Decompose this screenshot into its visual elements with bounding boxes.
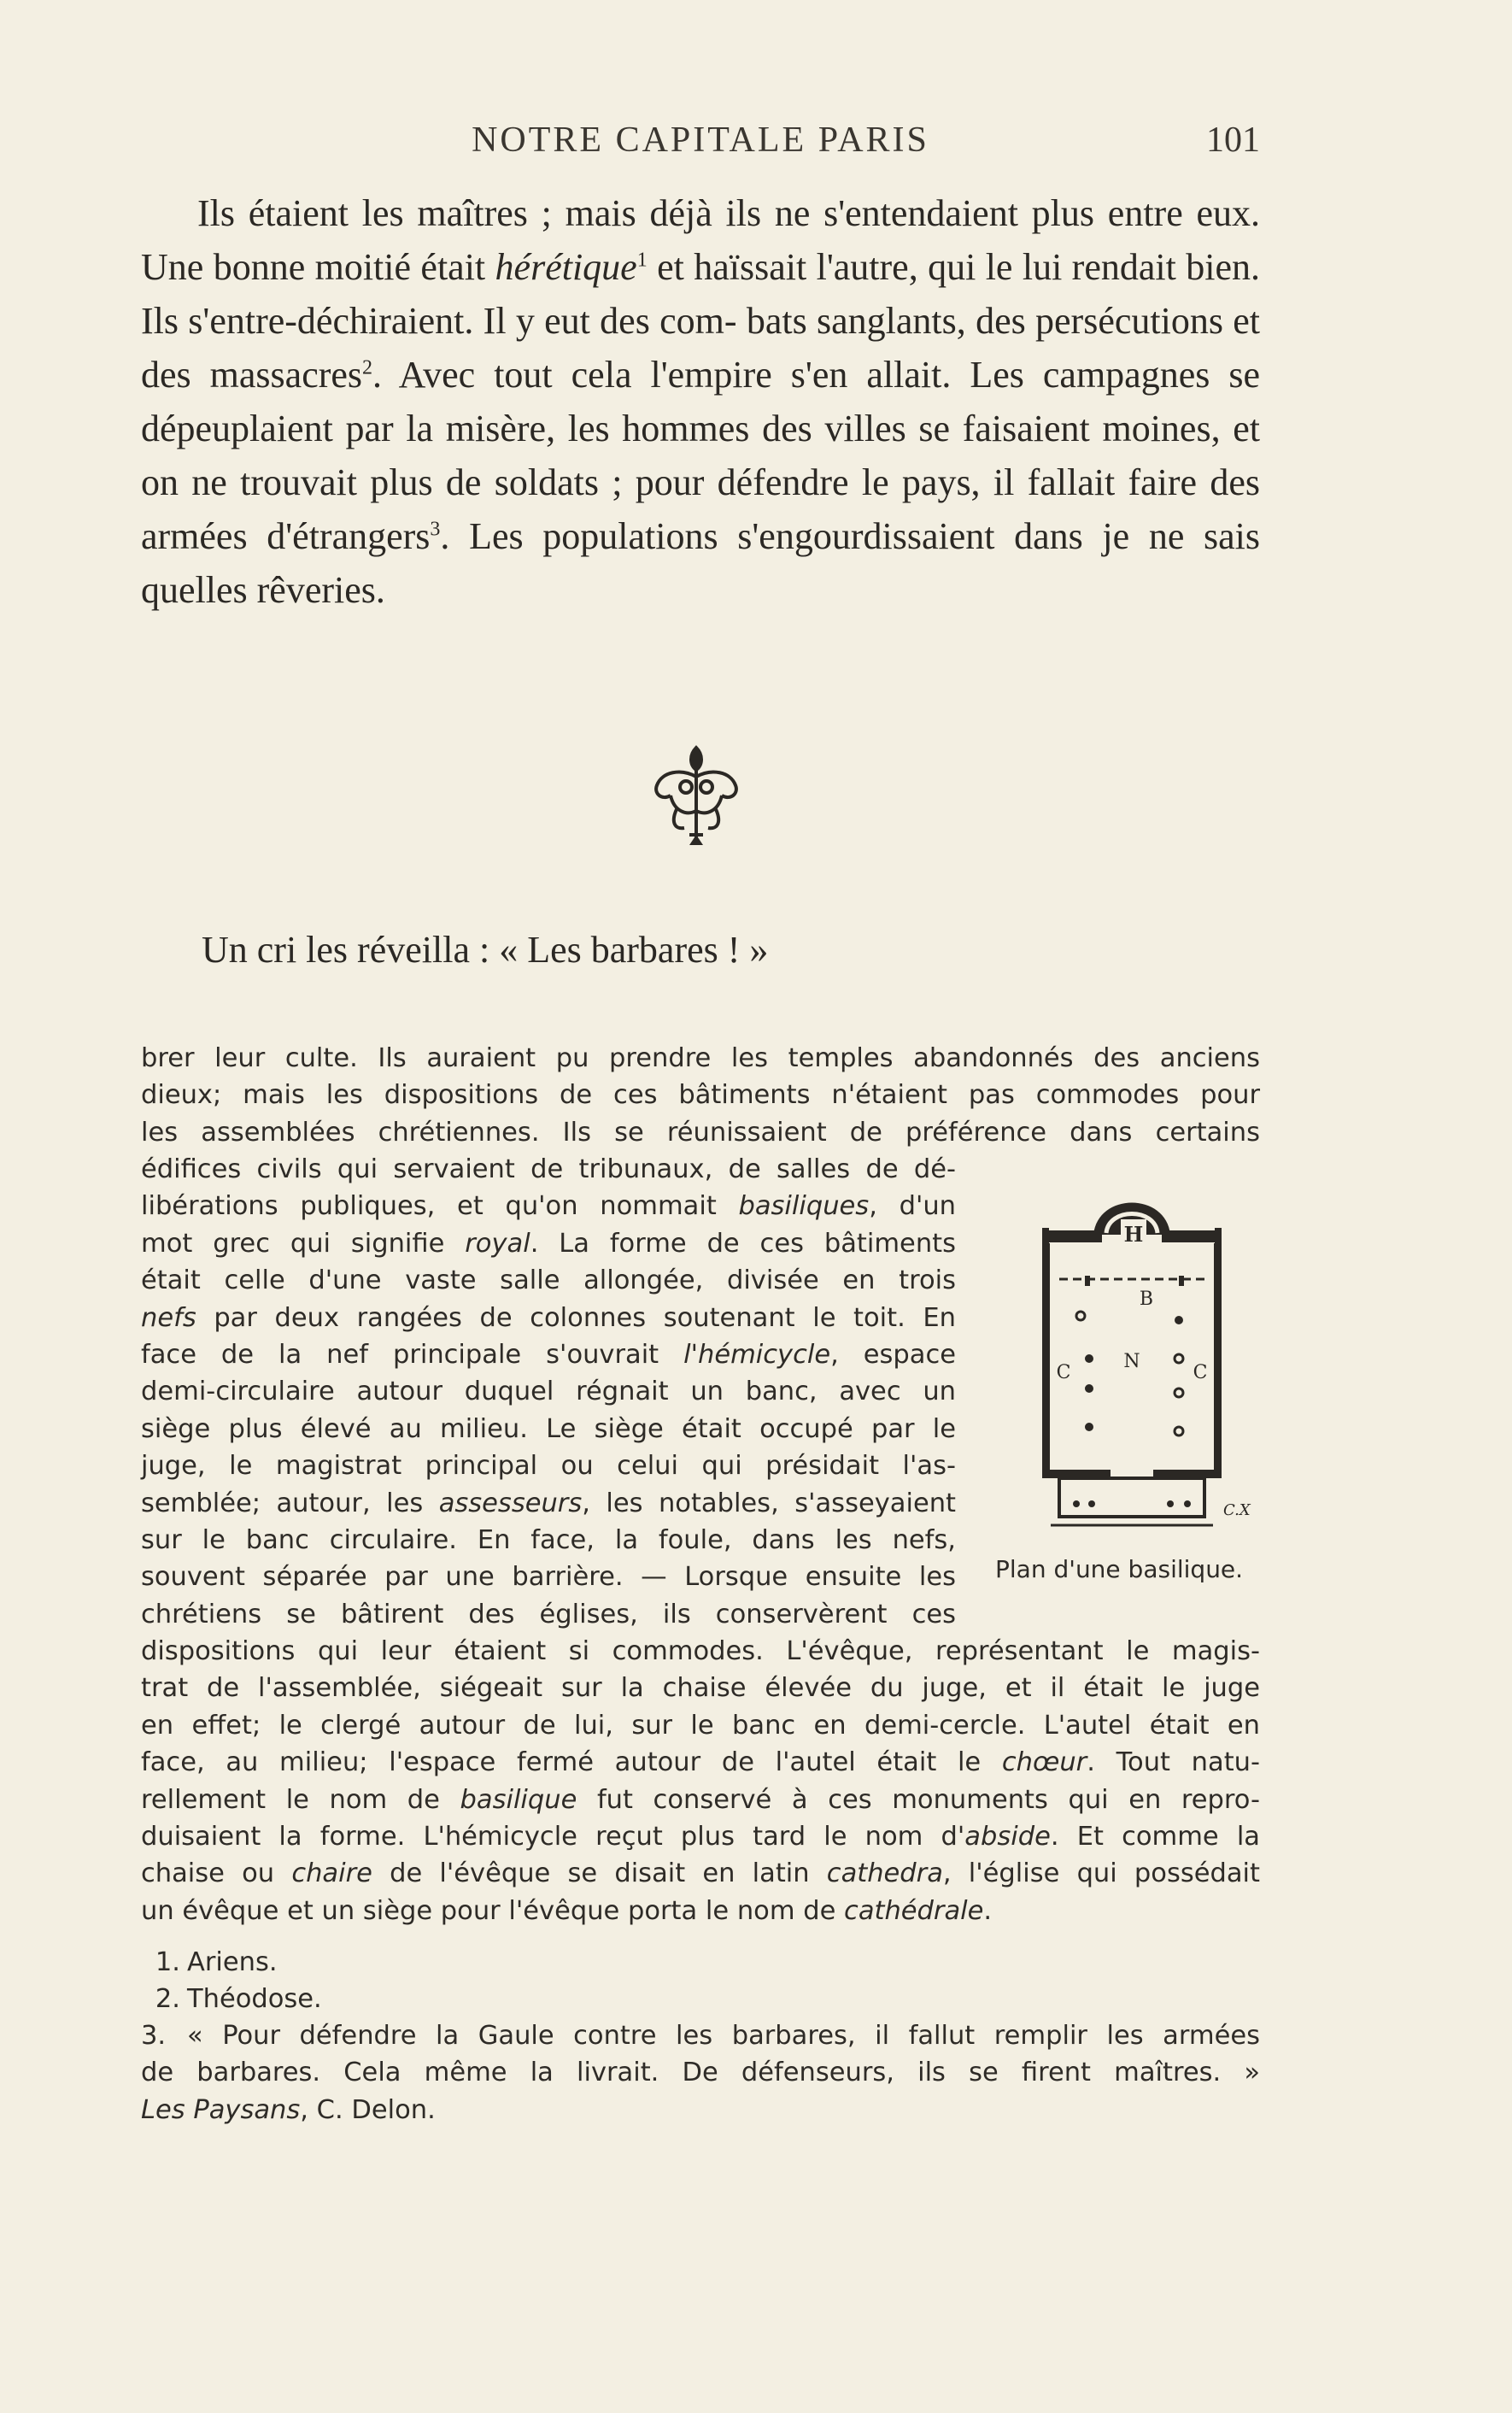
- emphasis: abside: [964, 1822, 1051, 1852]
- label-c-left: C: [1056, 1362, 1071, 1383]
- apse-wall-left: [1042, 1230, 1102, 1242]
- basilica-plan-diagram: [1025, 1183, 1251, 1542]
- small-text-top: brer leur culte. Ils auraient pu prendre les temples abandonnés des anciens dieux; mais les dispositions de ces bâtiments n'étaient pas commodes pour les assemblées chrétiennes. Ils se réunissaient de préférence dans certains: [141, 1043, 1260, 1148]
- label-cx: C.X: [1223, 1501, 1251, 1519]
- emphasis: l'hémicycle: [683, 1340, 831, 1371]
- emphasis: basiliques: [738, 1191, 870, 1222]
- paragraph-body: Ils étaient les maîtres ; mais déjà ils ne s'entendaient plus entre eux. Une bonne moitié était hérétique$^1$ et haïssait l'autre, qui le lui rendait bien. Ils s'entre-déchiraient. Il y eut des com- bats sanglants, des persécutions et des massacres$^2$. Avec tout cela l'empire s'en allait. Les campagnes se dépeuplaient par la misère, les hommes des villes se faisaient moines, et on ne trouvait plus de soldats ; pour défendre le pays, il fallait faire des armées d'étrangers$^3$. Les populations s'engourdissaient dans je ne sais quelles rêveries.: [141, 192, 1261, 611]
- label-c-right: C: [1193, 1362, 1208, 1383]
- footnote-ref-1: 1: [636, 249, 648, 272]
- hall-wall-left: [1042, 1269, 1050, 1474]
- label-h: H: [1123, 1222, 1144, 1247]
- running-header: [141, 120, 1260, 171]
- apse-wall-right: [1162, 1230, 1222, 1242]
- footnote-ref-3: 3: [430, 518, 441, 541]
- small-text-after: dispositions qui leur étaient si commodes. L'évêque, représentant le magis- trat de l'assemblée, siégeait sur la chaise élevée du juge, et il était le juge en effet; le clergé autour de lui, sur le banc en demi-cercle. L'autel était en face, au milieu; l'espace fermé autour de l'autel était le chœur. Tout natu- rellement le nom de basilique fut conservé à ces monuments qui en repro- duisaient la forme. L'hémicycle reçut plus tard le nom d'abside. Et comme la chaise ou chaire de l'évêque se disait en latin cathedra, l'église qui possédait un évêque et un siège pour l'évêque porta le nom de cathédrale.: [141, 1636, 1260, 1926]
- narthex-outline: [1059, 1478, 1204, 1517]
- footnote-1: 1. Ariens.: [155, 1947, 278, 1977]
- emphasis: nefs: [141, 1302, 196, 1333]
- emphasis: chœur: [1001, 1747, 1087, 1778]
- emphasis: assesseurs: [438, 1488, 583, 1518]
- small-text-wrapped: édifices civils qui servaient de tribunaux, de salles de dé- libérations publiques, et qu'on nommait basiliques, d'un mot grec qui signifie royal. La forme de ces bâtiments était celle d'une vaste salle allongée, divisée en trois nefs par deux rangées de colonnes soutenant le toit. En face de la nef principale s'ouvrait l'hémicycle, espace demi-circulaire autour duquel régnait un banc, avec un siège plus élevé au milieu. Le siège était occupé par le juge, le magistrat principal ou celui qui présidait l'as- semblée; autour, les assesseurs, les notables, s'asseyaient sur le banc circulaire. En face, la foule, dans les nefs, souvent séparée par une barrière. — Lorsque ensuite les chrétiens se bâtirent des églises, ils conservèrent ces: [141, 1154, 957, 1629]
- emphasis: cathédrale: [844, 1895, 984, 1926]
- page-number: 101: [1206, 120, 1260, 160]
- label-n: N: [1123, 1351, 1140, 1372]
- section-exclamation: Un cri les réveilla : « Les barbares ! »: [202, 929, 769, 971]
- source-title: Les Paysans: [141, 2094, 301, 2125]
- emphasis: chaire: [291, 1858, 372, 1889]
- footnote-ref-2: 2: [362, 356, 373, 379]
- emphasis: cathedra: [826, 1858, 943, 1889]
- label-b: B: [1139, 1289, 1154, 1310]
- fleuron-ornament-icon: [636, 739, 756, 850]
- footnote-3: 3. « Pour défendre la Gaule contre les barbares, il fallut remplir les armées de barbares. Cela même la livrait. De défenseurs, ils se firent maîtres. » Les Paysans, C. Delon.: [141, 2021, 1260, 2125]
- main-paragraph: [141, 186, 1260, 617]
- figure-caption: Plan d'une basilique.: [995, 1555, 1244, 1583]
- footnote-2: 2. Théodose.: [155, 1984, 322, 2014]
- emphasis: basilique: [460, 1784, 577, 1815]
- emphasis: royal: [465, 1228, 530, 1259]
- running-title: NOTRE CAPITALE PARIS: [472, 120, 929, 160]
- hall-wall-right: [1214, 1243, 1222, 1474]
- emphasis: hérétique: [495, 246, 637, 288]
